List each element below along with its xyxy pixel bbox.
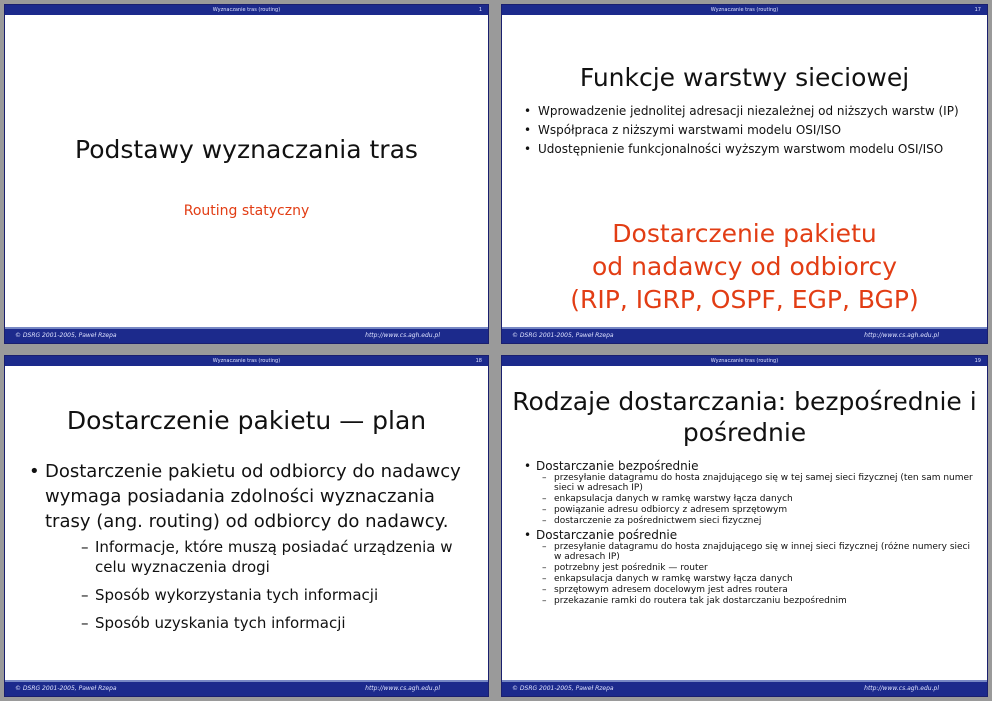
highlight-text <box>502 217 987 316</box>
slide-title: Dostarczenie pakietu — plan <box>66 406 427 435</box>
footer-url: http://www.cs.agh.edu.pl <box>365 685 440 692</box>
sub-bullet-list <box>542 542 977 606</box>
highlight-line: (RIP, IGRP, OSPF, EGP, BGP) <box>570 285 919 314</box>
slide-title: Rodzaje dostarczania: bezpośrednie i pośrednie <box>512 387 977 447</box>
bullet-item: • Dostarczenie pakietu od odbiorcy do nadawcy wymaga posiadania zdolności wyznaczania trasy (ang. routing) od odbiorcy do nadawcy. <box>27 459 482 534</box>
slide-footer <box>5 682 488 696</box>
slide-17[interactable] <box>501 4 988 344</box>
slide-header <box>5 5 488 15</box>
bullet-item: • Wprowadzenie jednolitej adresacji niezależnej od niższych warstw (IP) <box>522 105 972 118</box>
header-title: Wyznaczanie tras (routing) <box>710 358 779 364</box>
slide-title: Podstawy wyznaczania tras <box>75 135 418 164</box>
bullet-item: • Udostępnienie funkcjonalności wyższym warstwom modelu OSI/ISO <box>522 143 972 156</box>
slide-18[interactable] <box>4 355 489 697</box>
bullet-list <box>522 105 972 162</box>
slide-title: Funkcje warstwy sieciowej <box>579 63 910 92</box>
header-title: Wyznaczanie tras (routing) <box>710 7 779 13</box>
highlight-line: od nadawcy od odbiorcy <box>591 252 898 281</box>
slide-header <box>502 5 987 15</box>
bullet-item: • Współpraca z niższymi warstwami modelu OSI/ISO <box>522 124 972 137</box>
slide-body <box>522 459 977 608</box>
sub-bullet-item: – Sposób uzyskania tych informacji <box>81 613 482 633</box>
sub-bullet-item: – Informacje, które muszą posiadać urządzenia w celu wyznaczenia drogi <box>81 537 482 577</box>
sub-bullet-item: – sprzętowym adresem docelowym jest adres routera <box>542 585 977 595</box>
sub-bullet-list <box>542 473 977 526</box>
slide-header <box>5 356 488 366</box>
footer-copyright: © DSRG 2001-2005, Paweł Rzepa <box>512 332 614 339</box>
slide-number: 17 <box>974 7 981 13</box>
slide-number: 18 <box>475 358 482 364</box>
slide-footer <box>502 329 987 343</box>
sub-bullet-item: – przesyłanie datagramu do hosta znajdującego się w innej sieci fizycznej (różne numery sieci w adresach IP) <box>542 542 977 562</box>
slide-body <box>27 459 482 641</box>
sub-bullet-item: – powiązanie adresu odbiorcy z adresem sprzętowym <box>542 505 977 515</box>
slide-19[interactable] <box>501 355 988 697</box>
section-label: • Dostarczanie bezpośrednie <box>522 459 977 473</box>
slide-number: 1 <box>478 7 482 13</box>
sub-bullet-item: – przekazanie ramki do routera tak jak dostarczaniu bezpośrednim <box>542 596 977 606</box>
slide-number: 19 <box>974 358 981 364</box>
footer-url: http://www.cs.agh.edu.pl <box>365 332 440 339</box>
sub-bullet-item: – potrzebny jest pośrednik — router <box>542 563 977 573</box>
sub-bullet-list <box>81 537 482 633</box>
sub-bullet-item: – przesyłanie datagramu do hosta znajdującego się w tej samej sieci fizycznej (ten sam numer sieci w adresach IP) <box>542 473 977 493</box>
sub-bullet-item: – enkapsulacja danych w ramkę warstwy łącza danych <box>542 494 977 504</box>
section-label: • Dostarczanie pośrednie <box>522 528 977 542</box>
sub-bullet-item: – enkapsulacja danych w ramkę warstwy łącza danych <box>542 574 977 584</box>
footer-copyright: © DSRG 2001-2005, Paweł Rzepa <box>15 332 117 339</box>
highlight-line: Dostarczenie pakietu <box>612 219 877 248</box>
slide-footer <box>5 329 488 343</box>
footer-copyright: © DSRG 2001-2005, Paweł Rzepa <box>15 685 117 692</box>
slide-subtitle: Routing statyczny <box>183 203 310 219</box>
footer-url: http://www.cs.agh.edu.pl <box>864 685 939 692</box>
sub-bullet-item: – Sposób wykorzystania tych informacji <box>81 585 482 605</box>
sub-bullet-item: – dostarczenie za pośrednictwem sieci fizycznej <box>542 516 977 526</box>
slide-header <box>502 356 987 366</box>
slide-1[interactable] <box>4 4 489 344</box>
header-title: Wyznaczanie tras (routing) <box>212 358 281 364</box>
slide-footer <box>502 682 987 696</box>
footer-url: http://www.cs.agh.edu.pl <box>864 332 939 339</box>
footer-copyright: © DSRG 2001-2005, Paweł Rzepa <box>512 685 614 692</box>
header-title: Wyznaczanie tras (routing) <box>212 7 281 13</box>
